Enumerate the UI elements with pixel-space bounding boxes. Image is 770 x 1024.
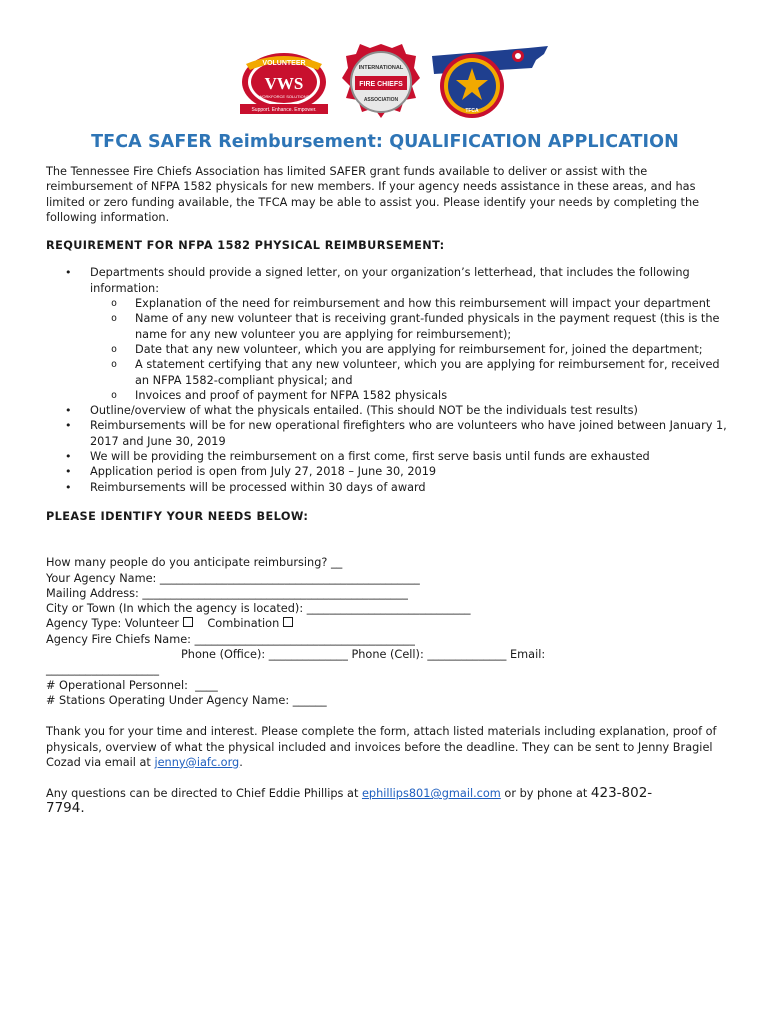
thanks-period: . bbox=[239, 755, 243, 769]
chief-name-field[interactable]: Agency Fire Chiefs Name: _______________________________________ bbox=[46, 632, 415, 646]
agency-type-volunteer-label: Agency Type: Volunteer bbox=[46, 617, 180, 631]
vws-banner-text: VOLUNTEER bbox=[262, 60, 306, 67]
list-item: • Outline/overview of what the physicals entailed. (This should NOT be the individuals test results) bbox=[46, 403, 736, 418]
operational-personnel-field[interactable]: # Operational Personnel: ____ bbox=[46, 678, 218, 692]
vws-sub-text: WORKFORCE SOLUTIONS bbox=[258, 94, 310, 99]
list-item: • We will be providing the reimbursement on a first come, first serve basis until funds are exhausted bbox=[46, 449, 736, 464]
questions-mid-text: or by phone at bbox=[504, 787, 588, 801]
agency-type-combination-label: Combination bbox=[207, 617, 280, 631]
page-title: TFCA SAFER Reimbursement: QUALIFICATION APPLICATION bbox=[91, 132, 679, 152]
requirement-heading: REQUIREMENT FOR NFPA 1582 PHYSICAL REIMBURSEMENT: bbox=[46, 239, 445, 253]
phone-period: . bbox=[80, 800, 85, 817]
list-item-text: Departments should provide a signed letter, on your organization’s letterhead, that includes the following information: bbox=[90, 266, 690, 295]
tfca-logo bbox=[428, 38, 550, 124]
combination-checkbox[interactable] bbox=[283, 617, 293, 627]
agency-type-row bbox=[46, 616, 736, 631]
sub-list-item: o Date that any new volunteer, which you are applying for reimbursement for, joined the department; bbox=[89, 342, 736, 357]
iafc-mid-text: FIRE CHIEFS bbox=[359, 81, 403, 88]
phone-number-part-a: 423-802- bbox=[590, 785, 653, 802]
agency-name-field[interactable]: Your Agency Name: ______________________________________________ bbox=[46, 571, 420, 585]
thanks-text: Thank you for your time and interest. Please complete the form, attach listed materials including explanation, proof of physicals, overview of what the physical included and invoices before the deadline. They can be sent to Jenny Bragiel Cozad via email at bbox=[46, 725, 717, 769]
eddie-email-link[interactable]: ephillips801@gmail.com bbox=[361, 787, 501, 801]
needs-form bbox=[46, 555, 736, 708]
volunteer-checkbox[interactable] bbox=[183, 617, 193, 627]
sub-list-item: o A statement certifying that any new volunteer, which you are applying for reimbursement for, received an NFPA 1582-compliant physical; and bbox=[89, 357, 736, 388]
needs-heading: PLEASE IDENTIFY YOUR NEEDS BELOW: bbox=[46, 509, 309, 523]
list-item: • Reimbursements will be processed within 30 days of award bbox=[46, 480, 736, 495]
phone-fields[interactable]: Phone (Office): ______________ Phone (Cell): ______________ Email: bbox=[181, 648, 546, 662]
tfca-logo-text: TFCA bbox=[465, 108, 479, 114]
logo-strip bbox=[232, 38, 552, 126]
list-item: • Reimbursements will be for new operational firefighters who are volunteers who have joined between January 1, 2017 and June 30, 2019 bbox=[46, 418, 736, 449]
sub-list-item: o Invoices and proof of payment for NFPA 1582 physicals bbox=[89, 388, 736, 403]
mailing-address-field[interactable]: Mailing Address: _______________________________________________ bbox=[46, 586, 408, 600]
thanks-paragraph bbox=[46, 724, 736, 770]
vws-text: VWS bbox=[264, 74, 304, 93]
list-item bbox=[46, 265, 736, 403]
iafc-bottom-text: ASSOCIATION bbox=[363, 97, 399, 103]
questions-paragraph bbox=[46, 786, 736, 817]
sub-list bbox=[90, 296, 736, 403]
questions-text: Any questions can be directed to Chief Eddie Phillips at bbox=[46, 787, 359, 801]
iafc-logo bbox=[340, 42, 422, 126]
email-field[interactable]: ____________________ bbox=[46, 663, 159, 677]
sub-list-item: o Explanation of the need for reimbursement and how this reimbursement will impact your department bbox=[89, 296, 736, 311]
document-body bbox=[46, 164, 736, 817]
phone-number-part-b: 7794 bbox=[46, 800, 81, 817]
city-field[interactable]: City or Town (In which the agency is located): _____________________________ bbox=[46, 602, 471, 616]
vws-ribbon-text: Support. Enhance. Empower. bbox=[251, 107, 317, 113]
intro-paragraph: The Tennessee Fire Chiefs Association has limited SAFER grant funds available to deliver or assist with the reimbursement of NFPA 1582 physicals for new members. If your agency needs assistance in these areas, and has limited or zero funding available, the TFCA may be able to assist you. Please identify your needs by completing the following information. bbox=[46, 165, 700, 224]
people-count-field[interactable]: How many people do you anticipate reimbursing? __ bbox=[46, 556, 343, 570]
stations-field[interactable]: # Stations Operating Under Agency Name: ______ bbox=[46, 693, 327, 707]
list-item: • Application period is open from July 27, 2018 – June 30, 2019 bbox=[46, 464, 736, 479]
jenny-email-link[interactable]: jenny@iafc.org bbox=[154, 755, 240, 769]
vws-logo bbox=[234, 50, 334, 120]
sub-list-item: o Name of any new volunteer that is receiving grant-funded physicals in the payment request (this is the name for any new volunteer you are applying for reimbursement); bbox=[89, 311, 736, 342]
iafc-top-text: INTERNATIONAL bbox=[358, 65, 404, 71]
requirement-list bbox=[46, 265, 736, 494]
